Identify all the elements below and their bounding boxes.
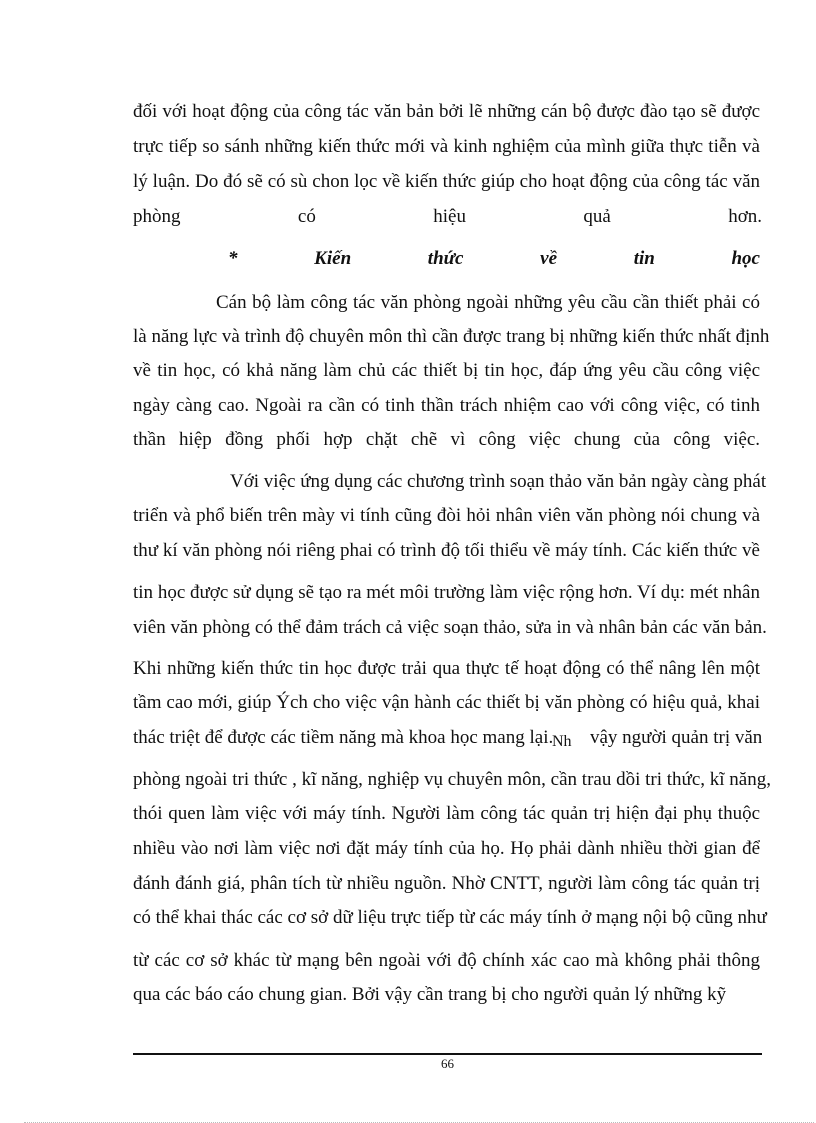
text-line: vậy người quản trị văn (590, 727, 763, 748)
text-line: lý luận. Do đó sẽ có sù chon lọc về kiến thức giúp cho hoạt động của công tác văn (133, 171, 760, 192)
text-line: thác triệt để được các tiềm năng mà khoa học mang lại. (133, 727, 554, 748)
text-line: thần hiệp đồng phối hợp chặt chẽ vì công việc chung của công việc. (133, 429, 760, 450)
text-line: phòng có hiệu quả hơn. (133, 206, 762, 227)
text-line: trực tiếp so sánh những kiến thức mới và kinh nghiệm của mình giữa thực tiễn và (133, 136, 760, 157)
text-line: đối với hoạt động của công tác văn bản bởi lẽ những cán bộ được đào tạo sẽ được (133, 101, 760, 122)
text-line: tin học được sử dụng sẽ tạo ra mét môi trường làm việc rộng hơn. Ví dụ: mét nhân (133, 582, 760, 603)
text-line: ngày càng cao. Ngoài ra cần có tinh thần trách nhiệm cao với công việc, có tinh (133, 395, 760, 416)
section-heading: * Kiến thức về tin học (228, 248, 760, 269)
text-line: về tin học, có khả năng làm chủ các thiết bị tin học, đáp ứng yêu cầu công việc (133, 360, 760, 381)
text-line: qua các báo cáo chung gian. Bởi vậy cần trang bị cho người quản lý những kỹ (133, 984, 727, 1005)
text-line: Với việc ứng dụng các chương trình soạn thảo văn bản ngày càng phát (230, 471, 767, 492)
text-line: Khi những kiến thức tin học được trải qua thực tế hoạt động có thể nâng lên một (133, 658, 760, 679)
text-line: có thể khai thác các cơ sở dữ liệu trực tiếp từ các máy tính ở mạng nội bộ cũng như (133, 907, 767, 928)
text-line: viên văn phòng có thể đảm trách cả việc soạn thảo, sửa in và nhân bản các văn bản. (133, 617, 767, 638)
text-fragment: Nh (552, 733, 572, 750)
text-line: thư kí văn phòng nói riêng phai có trình độ tối thiểu về máy tính. Các kiến thức về (133, 540, 760, 561)
text-line: là năng lực và trình độ chuyên môn thì cần được trang bị những kiến thức nhất định (133, 326, 770, 347)
text-line: Cán bộ làm công tác văn phòng ngoài những yêu cầu cần thiết phải có (216, 292, 760, 313)
text-line: từ các cơ sở khác từ mạng bên ngoài với độ chính xác cao mà không phải thông (133, 950, 760, 971)
text-line: thói quen làm việc với máy tính. Người làm công tác quản trị hiện đại phụ thuộc (133, 803, 760, 824)
text-line: phòng ngoài tri thức , kĩ năng, nghiệp vụ chuyên môn, cần trau dồi tri thức, kĩ năng, (133, 769, 771, 790)
text-line: triển và phổ biến trên mày vi tính cũng đòi hỏi nhân viên văn phòng nói chung và (133, 505, 760, 526)
text-line: đánh đánh giá, phân tích từ nhiều nguồn. Nhờ CNTT, người làm công tác quản trị (133, 873, 760, 894)
text-line: tầm cao mới, giúp Ých cho việc vận hành các thiết bị văn phòng có hiệu quả, khai (133, 692, 760, 713)
page-number: 66 (441, 1056, 454, 1071)
text-line: nhiều vào nơi làm việc nơi đặt máy tính của họ. Họ phải dành nhiều thời gian để (133, 838, 760, 859)
footer-rule (133, 1053, 762, 1055)
